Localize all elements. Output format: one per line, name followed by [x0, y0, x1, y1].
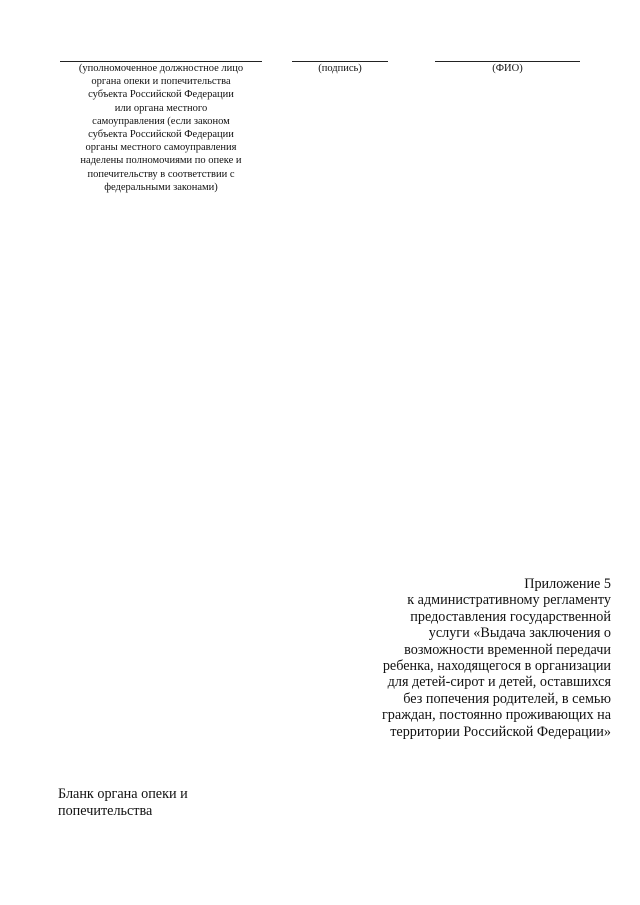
official-caption-line: (уполномоченное должностное лицо: [78, 63, 244, 74]
appendix-line: территории Российской Федерации»: [390, 723, 611, 740]
appendix-line: граждан, постоянно проживающих на: [381, 707, 611, 724]
official-caption-line: субъекта Российской Федерации: [88, 89, 234, 101]
appendix-line: к административному регламенту: [407, 592, 611, 609]
appendix-line: без попечения родителей, в семью: [403, 690, 611, 707]
appendix-line: возможности временной передачи: [404, 641, 611, 658]
appendix-heading: [311, 576, 611, 740]
fio-field: [435, 61, 580, 75]
appendix-line: предоставления государственной: [410, 608, 611, 625]
signature-field: [292, 61, 388, 75]
fio-caption: (ФИО): [492, 63, 523, 74]
official-caption: [60, 62, 262, 194]
appendix-line: для детей-сирот и детей, оставшихся: [387, 674, 611, 691]
signature-caption: (подпись): [318, 63, 362, 74]
official-caption-line: федеральными законами): [104, 181, 218, 193]
official-caption-line: или органа местного: [114, 102, 208, 114]
official-caption-line: самоуправления (если законом: [92, 115, 230, 127]
letterhead-line: попечительства: [58, 803, 153, 819]
authority-letterhead-label: [58, 786, 188, 820]
official-caption-line: наделены полномочиями по опеке и: [80, 155, 242, 167]
appendix-line: услуги «Выдача заключения о: [428, 625, 611, 642]
appendix-line: Приложение 5: [524, 576, 611, 592]
official-caption-line: органы местного самоуправления: [85, 142, 237, 154]
official-caption-line: попечительству в соответствии с: [87, 168, 235, 180]
official-caption-line: органа опеки и попечительства: [91, 76, 231, 88]
appendix-line: ребенка, находящегося в организации: [382, 658, 611, 675]
official-caption-line: субъекта Российской Федерации: [88, 129, 234, 141]
letterhead-line: Бланк органа опеки и: [58, 786, 188, 802]
official-signature-field: [60, 61, 262, 194]
